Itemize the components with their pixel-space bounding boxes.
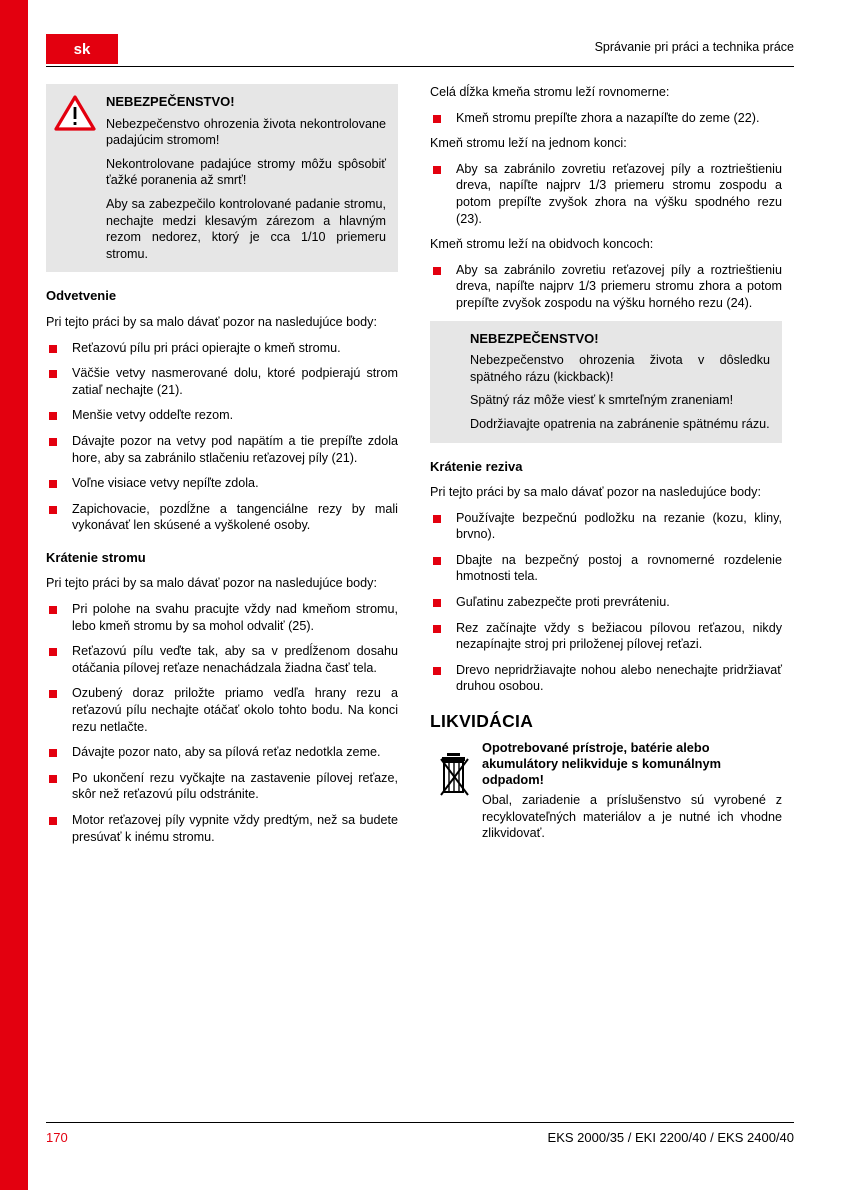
list-item: Menšie vetvy oddeľte rezom. xyxy=(46,407,398,424)
list-item: Dávajte pozor na vetvy pod napätím a tie prepíľte zdola hore, aby sa zabránilo stlačeniu reťazovej píly (21). xyxy=(46,433,398,466)
list-item: Dbajte na bezpečný postoj a rovnomerné rozdelenie hmotnosti tela. xyxy=(430,552,782,585)
list-item: Zapichovacie, pozdĺžne a tangenciálne rezy by mali vykonávať len skúsené a vyškolené osoby. xyxy=(46,501,398,534)
list-item: Ozubený doraz priložte priamo vedľa hrany rezu a reťazovú pílu nechajte otáčať okolo tohto bodu. Na konci rezu netlačte. xyxy=(46,685,398,735)
section2-bullet-list xyxy=(46,601,398,845)
crossed-out-wheelie-bin-icon xyxy=(438,750,478,802)
page-footer xyxy=(46,1130,794,1152)
danger-box-right xyxy=(430,321,782,443)
left-column xyxy=(46,84,398,854)
list-item: Aby sa zabránilo zovretiu reťazovej píly a roztrieštieniu dreva, napíľte najprv 1/3 priemeru stromu zhora a potom prepíľte zvyšok zospodu na výšku horného rezu (24). xyxy=(430,262,782,312)
list-item: Kmeň stromu prepíľte zhora a nazapíľte do zeme (22). xyxy=(430,110,782,127)
right-bullet-list-1 xyxy=(430,110,782,127)
danger-box-left-p3: Aby sa zabezpečilo kontrolované padanie stromu, nechajte medzi klesavým zárezom a hlavným rezom nedorez, ktorý je cca 1/10 priemeru stromu. xyxy=(106,196,386,261)
warning-triangle-icon xyxy=(54,94,96,132)
list-item: Guľatinu zabezpečte proti prevráteniu. xyxy=(430,594,782,611)
disposal-note-bold: Opotrebované prístroje, batérie alebo akumulátory nelikviduje s komunálnym odpadom! xyxy=(482,739,721,788)
section-heading-odvetvenie: Odvetvenie xyxy=(46,288,117,304)
danger-box-left-p1: Nebezpečenstvo ohrozenia života nekontrolovane padajúcim stromom! xyxy=(106,116,386,148)
list-item: Dávajte pozor nato, aby sa pílová reťaz nedotkla zeme. xyxy=(46,744,398,761)
danger-box-right-p1: Nebezpečenstvo ohrozenia života v dôsledku spätného rázu (kickback)! xyxy=(470,353,770,384)
list-item: Drevo nepridržiavajte nohou alebo nenechajte pridržiavať druhou osobou. xyxy=(430,662,782,695)
list-item: Používajte bezpečnú podložku na rezanie (kozu, kliny, brvno). xyxy=(430,510,782,543)
right-section1-bullet-list xyxy=(430,510,782,695)
footer-model-list: EKS 2000/35 / EKI 2200/40 / EKS 2400/40 xyxy=(547,1130,794,1145)
list-item: Aby sa zabránilo zovretiu reťazovej píly a roztrieštieniu dreva, napíľte najprv 1/3 priemeru stromu zospodu a potom prepíľte zvyšok zhora na výšku spodného rezu (23). xyxy=(430,161,782,227)
list-item: Väčšie vetvy nasmerované dolu, ktoré podpierajú strom zatiaľ nechajte (21). xyxy=(46,365,398,398)
language-tag: sk xyxy=(46,34,118,64)
danger-box-right-title: NEBEZPEČENSTVO! xyxy=(470,330,599,346)
header-title: Správanie pri práci a technika práce xyxy=(594,40,794,54)
list-item: Motor reťazovej píly vypnite vždy predtým, než sa budete presúvať k inému stromu. xyxy=(46,812,398,845)
section-heading-kratenie-reziva: Krátenie reziva xyxy=(430,458,523,474)
disposal-note-text: Obal, zariadenie a príslušenstvo sú vyrobené z recyklovateľných materiálov a je nutné ich vhodne zlikvidovať. xyxy=(482,793,782,841)
right-para-3: Kmeň stromu leží na obidvoch koncoch: xyxy=(430,237,654,252)
list-item: Po ukončení rezu vyčkajte na zastavenie pílovej reťaze, skôr než reťazovú pílu odstránite. xyxy=(46,770,398,803)
list-item: Rez začínajte vždy s bežiacou pílovou reťazou, nikdy nezapínajte stroj pri priloženej pílovej reťazi. xyxy=(430,620,782,653)
danger-box-right-p3: Dodržiavajte opatrenia na zabránenie spätnému rázu. xyxy=(470,416,770,431)
list-item: Voľne visiace vetvy nepíľte zdola. xyxy=(46,475,398,492)
list-item: Reťazovú pílu pri práci opierajte o kmeň stromu. xyxy=(46,340,398,357)
section1-bullet-list xyxy=(46,340,398,534)
right-section1-intro: Pri tejto práci by sa malo dávať pozor na nasledujúce body: xyxy=(430,485,761,500)
right-para-2: Kmeň stromu leží na jednom konci: xyxy=(430,136,627,151)
right-bullet-list-2 xyxy=(430,161,782,227)
danger-box-right-p2: Spätný ráz môže viesť k smrteľným zraneniam! xyxy=(470,393,734,408)
list-item: Pri polohe na svahu pracujte vždy nad kmeňom stromu, lebo kmeň stromu by sa mohol odvaliť (25). xyxy=(46,601,398,634)
disposal-note xyxy=(430,740,782,842)
section1-intro: Pri tejto práci by sa malo dávať pozor na nasledujúce body: xyxy=(46,314,377,329)
chapter-title-likvidacia: LIKVIDÁCIA xyxy=(430,711,534,732)
section-heading-kratenie-stromu: Krátenie stromu xyxy=(46,549,146,565)
danger-box-left-title: NEBEZPEČENSTVO! xyxy=(106,94,235,109)
section2-intro: Pri tejto práci by sa malo dávať pozor na nasledujúce body: xyxy=(46,576,377,591)
page-number: 170 xyxy=(46,1130,68,1145)
right-para-1: Celá dĺžka kmeňa stromu leží rovnomerne: xyxy=(430,85,670,99)
right-column xyxy=(430,84,782,851)
danger-box-left xyxy=(46,84,398,272)
danger-box-left-p2: Nekontrolovane padajúce stromy môžu spôsobiť ťažké poranenia až smrť! xyxy=(106,156,386,188)
header-divider xyxy=(46,66,794,67)
left-red-margin-bar xyxy=(0,0,28,1190)
list-item: Reťazovú pílu veďte tak, aby sa v predĺženom dosahu otáčania pílovej reťaze nenachádzala žiadna časť tela. xyxy=(46,643,398,676)
page-header xyxy=(46,34,794,64)
right-bullet-list-3 xyxy=(430,262,782,312)
footer-divider xyxy=(46,1122,794,1123)
